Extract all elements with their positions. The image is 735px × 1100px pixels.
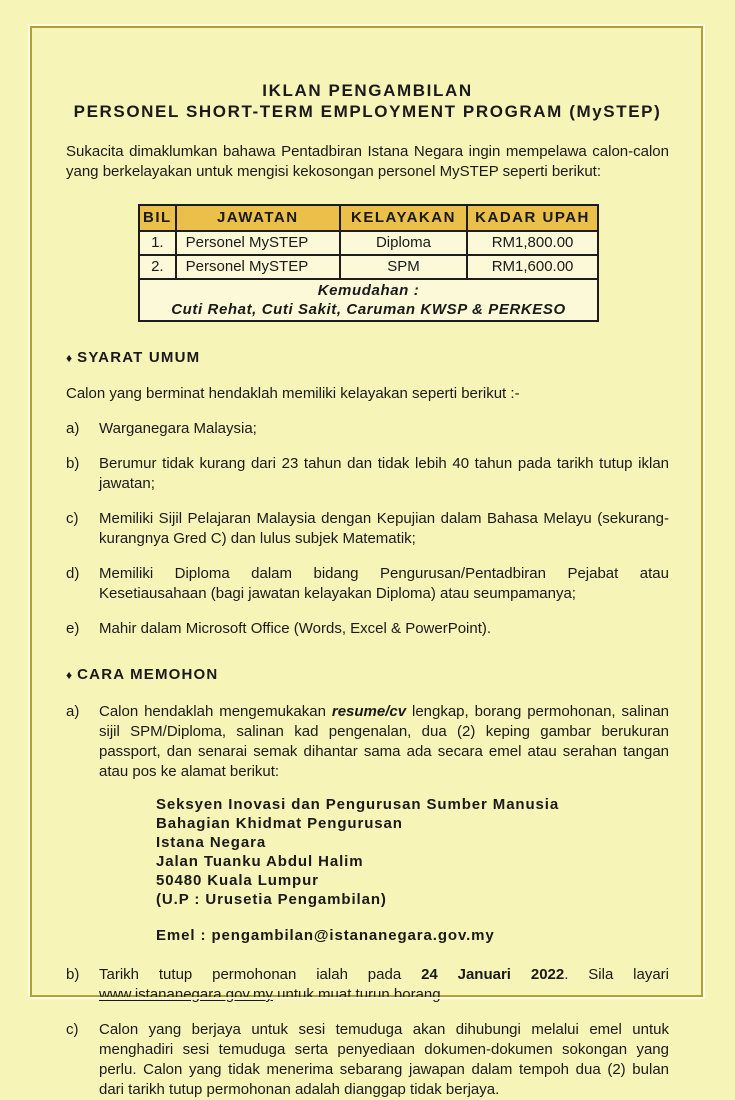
- table-header-row: [139, 205, 598, 231]
- mailing-address: [156, 795, 669, 909]
- syarat-item-d: [66, 564, 669, 604]
- column-header-kelayakan: KELAYAKAN: [340, 205, 467, 231]
- address-line: (U.P : Urusetia Pengambilan): [156, 891, 387, 908]
- column-header-kadar-upah: KADAR UPAH: [467, 205, 598, 231]
- syarat-item-b: [66, 454, 669, 494]
- document-title-line1: IKLAN PENGAMBILAN: [262, 81, 473, 100]
- item-b-before: Tarikh tutup permohonan ialah pada: [99, 966, 402, 983]
- cell-kelayakan: SPM: [340, 255, 467, 279]
- benefits-label: Kemudahan :: [317, 282, 420, 299]
- vacancy-table: [138, 204, 599, 322]
- item-a-after: lengkap, borang permohonan, salinan sijil SPM/Diploma, salinan kad pengenalan, dua (2) keping gambar berukuran passport, dan senarai semak dihantar sama ada secara emel atau serahan tangan atau pos ke alamat berikut:: [99, 703, 670, 780]
- list-item-label: b): [66, 455, 80, 472]
- cell-jawatan: Personel MySTEP: [176, 231, 340, 255]
- closing-date: 24 Januari 2022: [421, 966, 565, 983]
- syarat-intro: Calon yang berminat hendaklah memiliki kelayakan seperti berikut :-: [66, 385, 520, 402]
- cell-bil: 2.: [139, 255, 176, 279]
- list-item-text: Memiliki Sijil Pelajaran Malaysia dengan Kepujian dalam Bahasa Melayu (sekurang-kurangnya Gred C) dan lulus subjek Matematik;: [99, 510, 669, 547]
- page-border-frame: [30, 26, 703, 1098]
- item-b-middle: . Sila layari: [564, 966, 670, 983]
- section-heading-label: CARA MEMOHON: [77, 666, 219, 683]
- cara-item-a: [66, 702, 669, 782]
- section-heading-cara-memohon: [66, 665, 669, 685]
- list-item-label: c): [66, 510, 79, 527]
- table-row: [139, 255, 598, 279]
- list-item-label: c): [66, 1021, 79, 1038]
- item-b-after: untuk muat turun borang.: [277, 986, 445, 1003]
- table-row: [139, 231, 598, 255]
- intro-paragraph: Sukacita dimaklumkan bahawa Pentadbiran Istana Negara ingin mempelawa calon-calon yang berkelayakan untuk mengisi kekosongan personel MySTEP seperti berikut:: [66, 143, 669, 180]
- diamond-bullet-icon: ♦: [66, 668, 73, 682]
- list-item-label: a): [66, 703, 80, 720]
- cell-bil: 1.: [139, 231, 176, 255]
- column-header-jawatan: JAWATAN: [176, 205, 340, 231]
- list-item-label: d): [66, 565, 80, 582]
- resume-cv-emphasis: resume/cv: [331, 703, 407, 720]
- cell-kadar-upah: RM1,600.00: [467, 255, 598, 279]
- list-item-text: Calon yang berjaya untuk sesi temuduga akan dihubungi melalui emel untuk menghadiri sesi temuduga serta penyediaan dokumen-dokumen sokongan yang perlu. Calon yang tidak menerima sebarang jawapan dalam tempoh dua (2) bulan dari tarikh tutup permohonan adalah dianggap tidak berjaya.: [99, 1021, 669, 1098]
- email-line: Emel : pengambilan@istananegara.gov.my: [156, 927, 495, 944]
- list-item-text: Berumur tidak kurang dari 23 tahun dan tidak lebih 40 tahun pada tarikh tutup iklan jawatan;: [99, 455, 669, 492]
- cell-jawatan: Personel MySTEP: [176, 255, 340, 279]
- list-item-label: e): [66, 620, 80, 637]
- document-title: [66, 80, 669, 122]
- address-line: Jalan Tuanku Abdul Halim: [156, 853, 364, 870]
- cara-item-b: [66, 965, 669, 1005]
- document-title-line2: PERSONEL SHORT-TERM EMPLOYMENT PROGRAM (MySTEP): [73, 102, 662, 121]
- table-benefits-row: [139, 279, 598, 321]
- address-line: Bahagian Khidmat Pengurusan: [156, 815, 403, 832]
- address-line: 50480 Kuala Lumpur: [156, 872, 319, 889]
- cell-kadar-upah: RM1,800.00: [467, 231, 598, 255]
- section-heading-syarat-umum: [66, 348, 669, 368]
- syarat-item-a: [66, 419, 669, 439]
- cara-item-c: [66, 1020, 669, 1100]
- syarat-item-c: [66, 509, 669, 549]
- diamond-bullet-icon: ♦: [66, 351, 73, 365]
- benefits-text: Cuti Rehat, Cuti Sakit, Caruman KWSP & PERKESO: [171, 301, 566, 318]
- item-a-before: Calon hendaklah mengemukakan: [99, 703, 326, 720]
- list-item-text: Memiliki Diploma dalam bidang Pengurusan/Pentadbiran Pejabat atau Kesetiausahaan (bagi jawatan kelayakan Diploma) atau seumpamanya;: [99, 565, 669, 602]
- document-content: [32, 28, 701, 1100]
- column-header-bil: BIL: [139, 205, 176, 231]
- address-line: Istana Negara: [156, 834, 267, 851]
- list-item-label: b): [66, 966, 80, 983]
- list-item-text: Warganegara Malaysia;: [99, 420, 257, 437]
- list-item-text: [99, 702, 669, 782]
- address-line: Seksyen Inovasi dan Pengurusan Sumber Manusia: [156, 796, 560, 813]
- website-link[interactable]: www.istananegara.gov.my: [99, 986, 273, 1003]
- list-item-label: a): [66, 420, 80, 437]
- section-heading-label: SYARAT UMUM: [77, 349, 201, 366]
- list-item-text: [99, 965, 669, 1005]
- table-benefits-note: [139, 279, 598, 321]
- syarat-item-e: [66, 619, 669, 639]
- cell-kelayakan: Diploma: [340, 231, 467, 255]
- list-item-text: Mahir dalam Microsoft Office (Words, Excel & PowerPoint).: [99, 620, 492, 637]
